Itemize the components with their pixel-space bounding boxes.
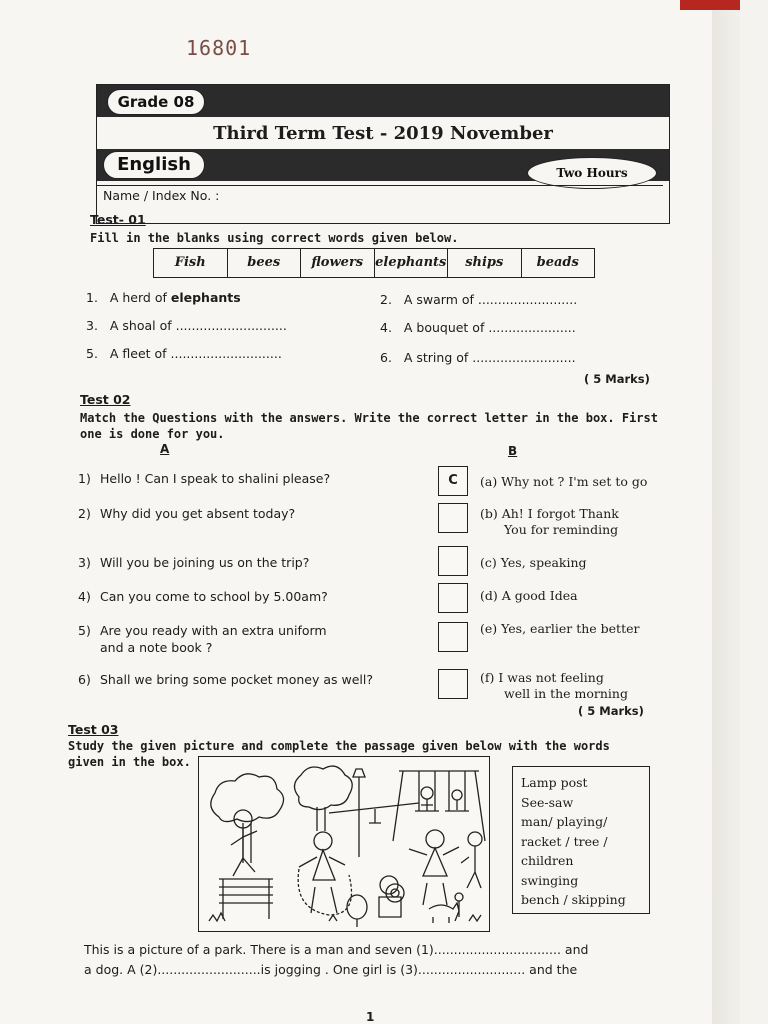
question-number: 3): [78, 555, 91, 570]
test1-marks: ( 5 Marks): [584, 372, 650, 386]
tree-icon: [294, 766, 352, 809]
answer-text: (f) I was not feeling: [480, 670, 604, 685]
exam-title: Third Term Test - 2019 November: [213, 123, 553, 144]
item-number: 3.: [86, 318, 98, 333]
match-answer-d: [480, 588, 670, 604]
answer-box-3[interactable]: [438, 546, 468, 576]
answer-text-cont: You for reminding: [504, 522, 619, 537]
tree-icon: [211, 774, 284, 822]
answer-box-1[interactable]: C: [438, 466, 468, 496]
passage-line-2[interactable]: a dog. A (2)..........................is jogging . One girl is (3)........................... and the: [84, 962, 578, 977]
item-text: A bouquet of ......................: [403, 320, 576, 335]
blank-item-5[interactable]: [86, 346, 282, 361]
question-text: Can you come to school by 5.00am?: [100, 589, 328, 604]
item-text: A herd of: [109, 290, 167, 305]
bank-word: See-saw: [521, 794, 574, 810]
answer-box-6[interactable]: [438, 669, 468, 699]
item-number: 6.: [380, 350, 392, 365]
answer-text-cont: well in the morning: [504, 686, 628, 701]
answer-box-2[interactable]: [438, 503, 468, 533]
word-item: bees: [228, 249, 302, 277]
bank-word: bench / skipping: [521, 892, 626, 907]
question-number: 1): [78, 471, 91, 486]
park-illustration: [199, 757, 489, 931]
blank-item-1[interactable]: [86, 290, 241, 305]
bank-word: Lamp post: [521, 775, 588, 790]
word-item: ships: [448, 249, 522, 277]
item-answer: elephants: [170, 290, 241, 305]
answer-text: (b) Ah! I forgot Thank: [480, 506, 619, 521]
test2-instruction-line2: one is done for you.: [80, 427, 225, 441]
test2-marks: ( 5 Marks): [578, 704, 644, 718]
item-text: A fleet of ............................: [109, 346, 282, 361]
bank-word: swinging: [521, 872, 579, 888]
racket-icon: [347, 895, 367, 919]
question-number: 6): [78, 672, 91, 687]
duration-label: Two Hours: [527, 157, 657, 189]
test3-instruction-line1: Study the given picture and complete the passage given below with the words: [68, 739, 610, 753]
blank-item-3[interactable]: [86, 318, 287, 333]
answer-text: (a) Why not ? I'm set to go: [480, 474, 648, 489]
bank-word: children: [521, 853, 574, 868]
question-text: Hello ! Can I speak to shalini please?: [100, 471, 331, 486]
match-question-4: [78, 588, 438, 605]
word-item: flowers: [301, 249, 375, 277]
page-edge: [712, 0, 740, 1024]
word-bank-box: [512, 766, 650, 914]
question-text: Why did you get absent today?: [100, 506, 296, 521]
word-box: [153, 248, 595, 278]
match-question-1: [78, 470, 438, 487]
match-answer-e: [480, 621, 670, 637]
item-text: A string of ..........................: [403, 350, 576, 365]
column-b-header: B: [508, 444, 518, 458]
dog-icon: [429, 903, 459, 923]
word-item: Fish: [154, 249, 228, 277]
word-item: beads: [536, 255, 579, 270]
test2-heading: Test 02: [80, 392, 131, 407]
passage: [84, 940, 674, 980]
blank-item-4[interactable]: [380, 320, 576, 335]
test3-heading: Test 03: [68, 722, 119, 737]
page-number: 1: [366, 1010, 375, 1024]
question-text-cont: and a note book ?: [100, 640, 213, 655]
match-answer-a: [480, 474, 670, 490]
word-item: elephants: [375, 249, 449, 277]
subject-label: English: [103, 151, 205, 179]
bank-word: racket / tree /: [521, 833, 608, 849]
exam-header: [96, 84, 670, 224]
grade-label: Grade 08: [107, 89, 205, 115]
bank-word: man/ playing/: [521, 814, 608, 829]
question-text: Shall we bring some pocket money as well?: [100, 672, 373, 687]
column-a-header: A: [160, 442, 170, 456]
item-number: 2.: [380, 292, 392, 307]
match-question-5: [78, 622, 438, 656]
red-mark: [680, 0, 740, 10]
question-number: 4): [78, 589, 91, 604]
item-number: 4.: [380, 320, 392, 335]
answer-box-5[interactable]: [438, 622, 468, 652]
answer-text: (d) A good Idea: [480, 588, 578, 603]
match-question-2: [78, 505, 438, 522]
match-answer-c: [480, 555, 670, 571]
item-number: 1.: [86, 290, 98, 305]
match-question-3: [78, 554, 438, 571]
item-text: A swarm of .........................: [403, 292, 578, 307]
see-saw-icon: [329, 803, 419, 823]
question-number: 2): [78, 506, 91, 521]
lamp-post-icon: [353, 769, 365, 857]
passage-line-1[interactable]: This is a picture of a park. There is a man and seven (1)................................ and: [84, 942, 589, 957]
park-picture: [198, 756, 490, 932]
name-index-field[interactable]: Name / Index No. :: [97, 185, 663, 206]
match-question-6: [78, 671, 438, 688]
question-text: Will you be joining us on the trip?: [100, 555, 310, 570]
question-text: Are you ready with an extra uniform: [100, 623, 327, 638]
answer-text: (c) Yes, speaking: [480, 555, 587, 570]
blank-item-6[interactable]: [380, 350, 576, 365]
paper-code: 16801: [186, 36, 252, 60]
blank-item-2[interactable]: [380, 292, 577, 307]
bench-icon: [219, 879, 273, 919]
item-number: 5.: [86, 346, 98, 361]
answer-text: (e) Yes, earlier the better: [480, 621, 640, 636]
match-answer-f: [480, 670, 670, 702]
test3-instruction-line2: given in the box.: [68, 755, 191, 769]
item-text: A shoal of ............................: [109, 318, 287, 333]
question-number: 5): [78, 623, 91, 638]
match-answer-b: [480, 506, 670, 538]
test1-instruction: Fill in the blanks using correct words given below.: [90, 231, 459, 245]
answer-box-4[interactable]: [438, 583, 468, 613]
test1-heading: Test- 01: [90, 212, 146, 227]
test2-instruction-line1: Match the Questions with the answers. Write the correct letter in the box. First: [80, 411, 658, 425]
